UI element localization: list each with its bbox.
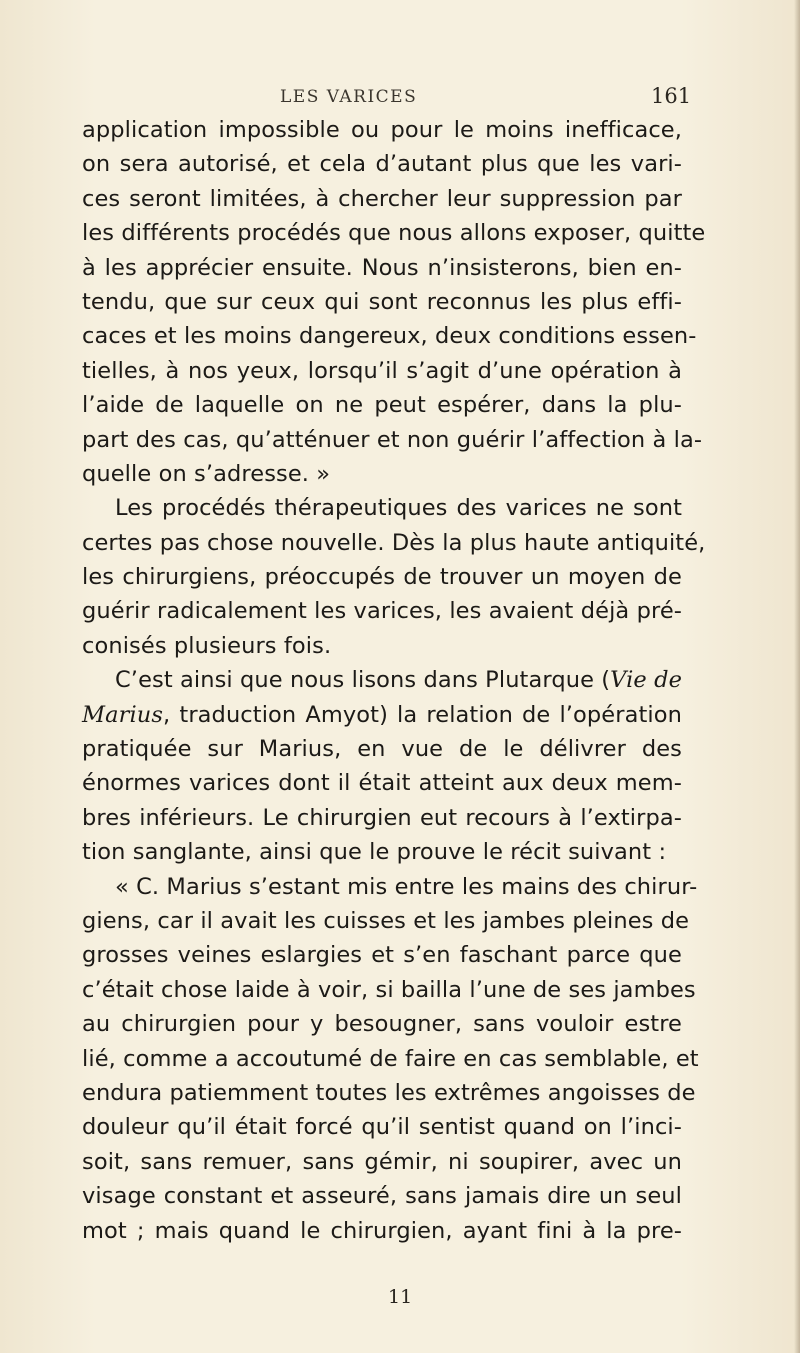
body-text [82,113,706,1248]
text-line: bres inférieurs. Le chirurgien eut recours à l’extirpa- [82,804,682,831]
text-line: tendu, que sur ceux qui sont reconnus les plus effi- [82,288,682,315]
text-line: pratiquée sur Marius, en vue de le délivrer des [82,736,682,763]
text-line: énormes varices dont il était atteint aux deux mem- [82,770,682,797]
text-fragment: C’est ainsi que nous lisons dans Plutarque ( [115,667,611,694]
text-line-with-citation [82,698,682,732]
text-line: ces seront limitées, à chercher leur suppression par [82,185,682,212]
text-line: douleur qu’il était forcé qu’il sentist quand on l’inci- [82,1114,682,1141]
italic-title: Marius [82,701,164,728]
page-edge-shadow [794,0,800,1353]
text-line: à les apprécier ensuite. Nous n’insisterons, bien en- [82,254,682,281]
text-line: au chirurgien pour y besougner, sans vouloir estre [82,1011,682,1038]
text-line: application impossible ou pour le moins inefficace, [82,117,682,143]
text-line: mot ; mais quand le chirurgien, ayant fini à la pre- [82,1217,682,1244]
text-line: endura patiemment toutes les extrêmes angoisses de [82,1079,696,1106]
text-line: caces et les moins dangereux, deux conditions essen- [82,323,697,350]
text-line: c’était chose laide à voir, si bailla l’une de ses jambes [82,976,696,1003]
text-line: guérir radicalement les varices, les avaient déjà pré- [82,598,682,625]
text-line: grosses veines eslargies et s’en faschant parce que [82,942,682,969]
page-number: 161 [651,84,692,108]
running-head: LES VARICES [280,87,418,107]
text-line: « C. Marius s’estant mis entre les mains des chirur- [115,873,698,900]
signature-mark: 11 [388,1286,413,1308]
text-line: certes pas chose nouvelle. Dès la plus haute antiquité, [82,529,706,556]
text-line: lié, comme a accoutumé de faire en cas semblable, et [82,1045,699,1072]
text-line: giens, car il avait les cuisses et les jambes pleines de [82,907,690,934]
text-line: on sera autorisé, et cela d’autant plus que les vari- [82,151,682,178]
text-fragment: , traduction Amyot) la relation de l’opération [163,701,682,728]
text-line: les chirurgiens, préoccupés de trouver un moyen de [82,564,682,591]
text-line: soit, sans remuer, sans gémir, ni soupirer, avec un [82,1148,682,1175]
text-line: part des cas, qu’atténuer et non guérir l’affection à la- [82,426,703,453]
text-line: tion sanglante, ainsi que le prouve le récit suivant : [82,839,667,866]
text-line: Les procédés thérapeutiques des varices ne sont [115,495,682,522]
text-line: les différents procédés que nous allons exposer, quitte [82,220,706,247]
text-line: conisés plusieurs fois. [82,632,332,659]
text-line: tielles, à nos yeux, lorsqu’il s’agit d’une opération à [82,357,682,384]
text-line: l’aide de laquelle on ne peut espérer, dans la plu- [82,392,682,419]
text-line: visage constant et asseuré, sans jamais dire un seul [82,1183,682,1210]
italic-title: Vie de [610,667,682,694]
text-line-with-citation [82,663,682,697]
text-line: quelle on s’adresse. » [82,460,331,487]
